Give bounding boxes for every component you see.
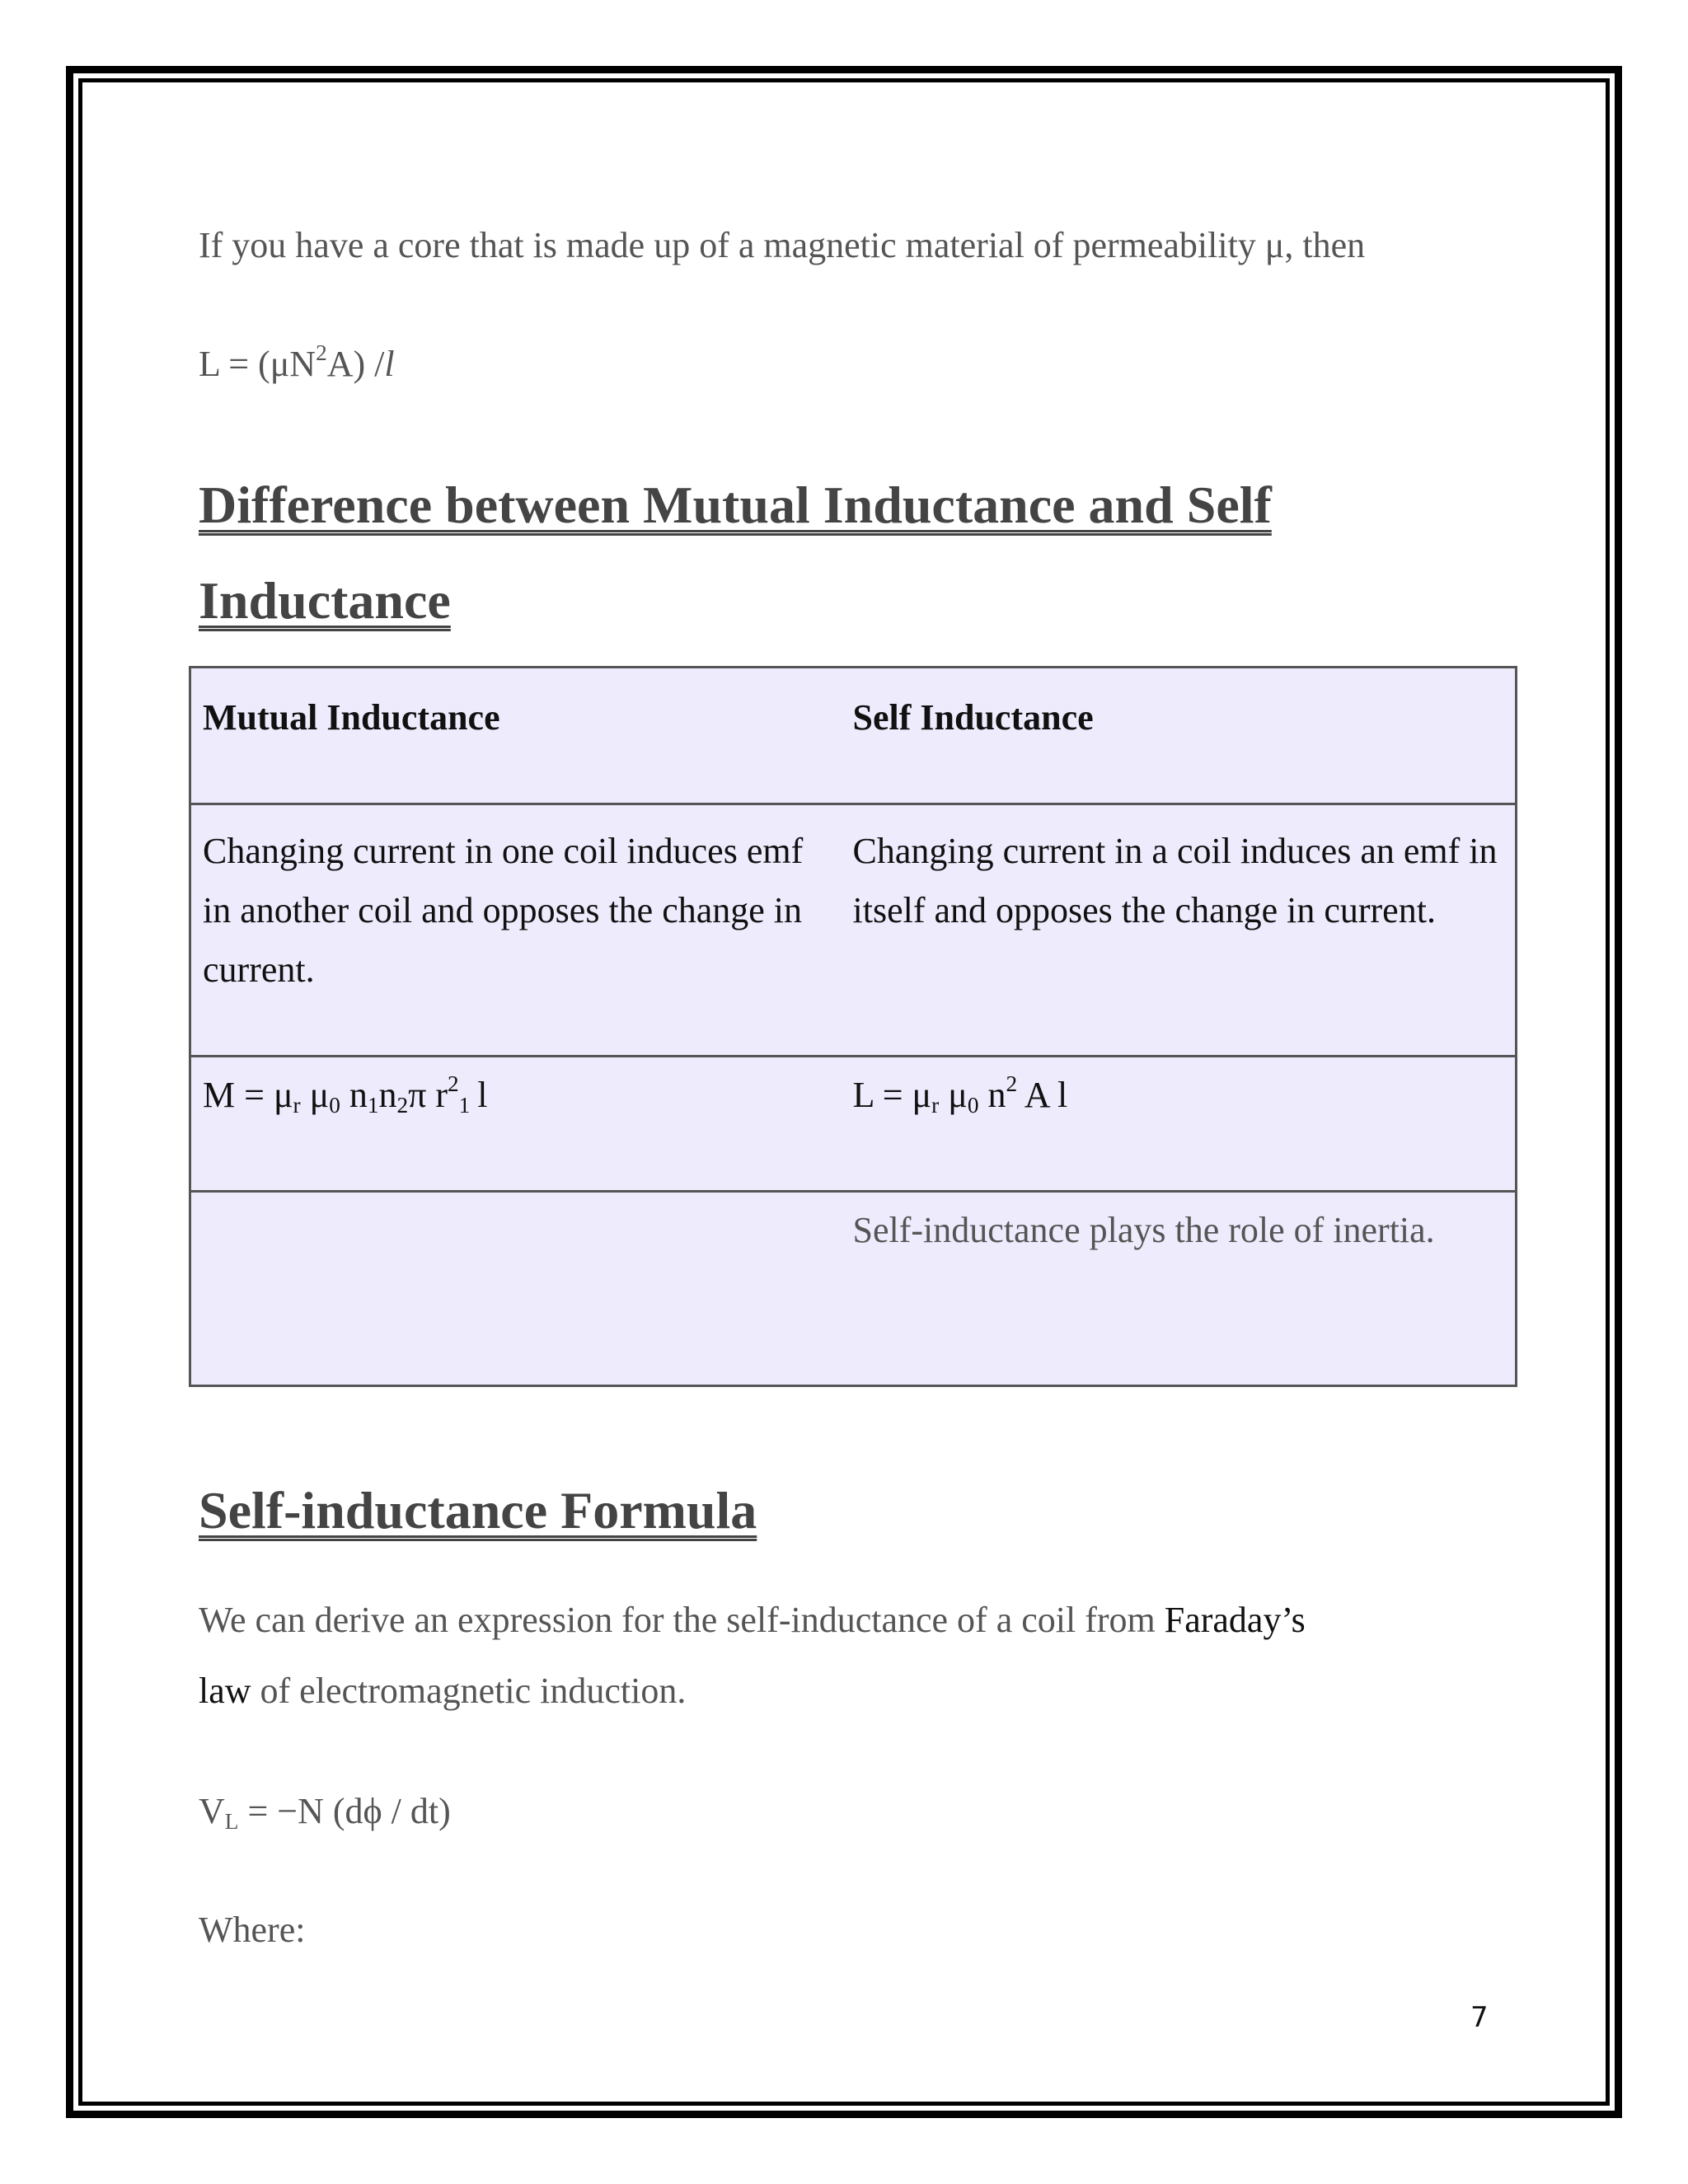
header-self-inductance: Self Inductance bbox=[850, 668, 1517, 804]
table-row bbox=[190, 804, 1517, 1057]
derive-text-line1: We can derive an expression for the self-inductance of a coil from Faraday’s bbox=[199, 1600, 1306, 1640]
where-label: Where: bbox=[199, 1910, 306, 1950]
faraday-formula: $V_L = -N$ (dϕ / dt) bbox=[199, 1791, 451, 1834]
heading-self-inductance-formula: Self-inductance Formula bbox=[199, 1481, 757, 1540]
derive-text-line2: law of electromagnetic induction. bbox=[199, 1671, 687, 1711]
cell-mutual-empty bbox=[190, 1192, 850, 1386]
cell-mutual-formula: $M = \mu_r$ $\mu_0$ $n_1n_2\pi$ $r^2_1$ l bbox=[190, 1057, 850, 1192]
inductance-core-formula: $L = (\mu N^2A)$ /l bbox=[199, 340, 395, 384]
cell-mutual-definition: Changing current in one coil induces emf in another coil and opposes the change in current. bbox=[190, 804, 850, 1057]
faradays-link[interactable]: Faraday’s bbox=[1164, 1600, 1306, 1640]
cell-self-inertia: Self-inductance plays the role of inertia. bbox=[850, 1192, 1517, 1386]
intro-text: If you have a core that is made up of a magnetic material of permeability μ, then bbox=[199, 225, 1366, 265]
cell-self-definition: Changing current in a coil induces an emf in itself and opposes the change in current. bbox=[850, 804, 1517, 1057]
heading-difference-line2: Inductance bbox=[199, 571, 451, 630]
comparison-table bbox=[189, 666, 1517, 1387]
cell-self-formula: $L = \mu_r$ $\mu_0$ $n^2$ A l bbox=[850, 1057, 1517, 1192]
table-header-row bbox=[190, 668, 1517, 804]
heading-difference-line1: Difference between Mutual Inductance and Self bbox=[199, 476, 1272, 534]
header-mutual-inductance: Mutual Inductance bbox=[190, 668, 850, 804]
law-link[interactable]: law bbox=[199, 1671, 251, 1711]
page-number: 7 bbox=[1470, 2001, 1489, 2034]
table-row bbox=[190, 1057, 1517, 1192]
table-row bbox=[190, 1192, 1517, 1386]
